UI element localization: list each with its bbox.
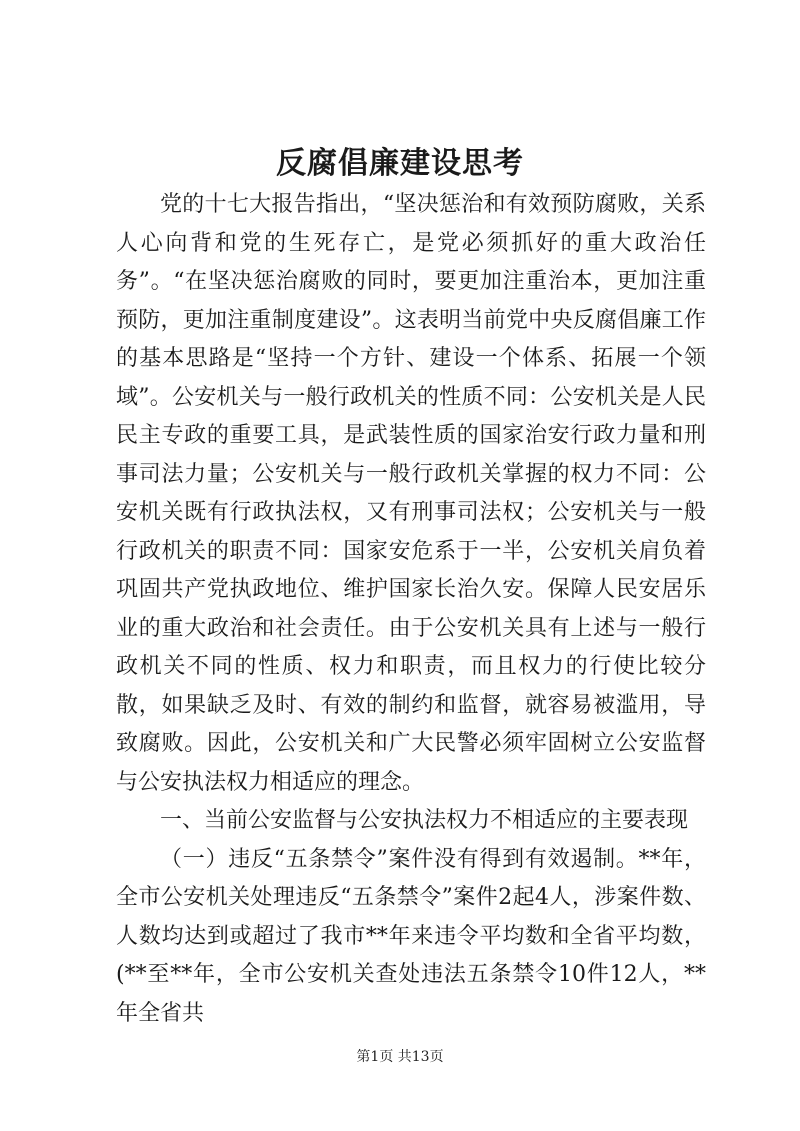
section-heading: 一、当前公安监督与公安执法权力不相适应的主要表现 <box>160 808 689 833</box>
paragraph-subsection-1: （一）违反“五条禁令”案件没有得到有效遏制。**年，全市公安机关处理违反“五条禁令”案件2起4人，涉案件数、人数均达到或超过了我市**年来违令平均数和全省平均数，(**至**年，全市公安机关查处违法五条禁令10件12人，**年全省共 <box>116 846 706 1026</box>
page-footer: 第1页 共13页 <box>356 1049 444 1065</box>
document-body <box>116 186 706 1033</box>
document-title: 反腐倡廉建设思考 <box>276 146 524 181</box>
paragraph-intro: 党的十七大报告指出，“坚决惩治和有效预防腐败，关系人心向背和党的生死存亡，是党必须抓好的重大政治任务”。“在坚决惩治腐败的同时，要更加注重治本，更加注重预防，更加注重制度建设”。这表明当前党中央反腐倡廉工作的基本思路是“坚持一个方针、建设一个体系、拓展一个领域”。公安机关与一般行政机关的性质不同：公安机关是人民民主专政的重要工具，是武装性质的国家治安行政力量和刑事司法力量；公安机关与一般行政机关掌握的权力不同：公安机关既有行政执法权，又有刑事司法权；公安机关与一般行政机关的职责不同：国家安危系于一半，公安机关肩负着巩固共产党执政地位、维护国家长治久安。保障人民安居乐业的重大政治和社会责任。由于公安机关具有上述与一般行政机关不同的性质、权力和职责，而且权力的行使比较分散，如果缺乏及时、有效的制约和监督，就容易被滥用，导致腐败。因此，公安机关和广大民警必须牢固树立公安监督与公安执法权力相适应的理念。 <box>116 192 706 795</box>
